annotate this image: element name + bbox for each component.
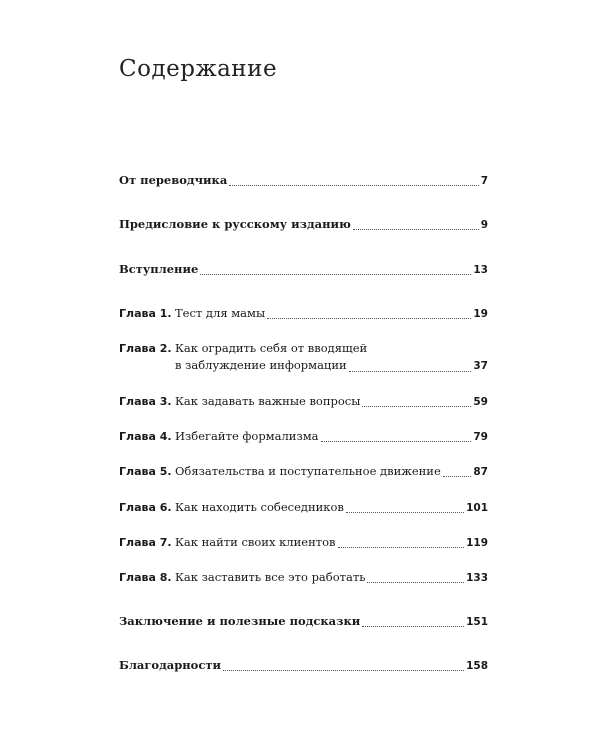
toc-page-number: 151 [466, 616, 488, 628]
toc-page-number: 37 [473, 360, 488, 372]
toc-page-number: 19 [473, 308, 488, 320]
chapter-number: Глава 8. [119, 571, 172, 584]
dot-leader [362, 625, 464, 627]
chapter-number: Глава 3. [119, 395, 172, 408]
dot-leader [223, 669, 464, 671]
toc-entry-intro[interactable] [119, 262, 488, 278]
chapter-title: Как найти своих клиентов [175, 535, 336, 549]
toc-entry-chapter-6[interactable] [119, 500, 488, 516]
toc-entry-label: Предисловие к русскому изданию [119, 217, 351, 231]
dot-leader [443, 475, 472, 477]
chapter-number: Глава 2. [119, 342, 172, 355]
chapter-number: Глава 1. [119, 307, 172, 320]
page-title: Содержание [119, 56, 278, 82]
chapter-title-line-1: Как оградить себя от вводящей [175, 341, 368, 355]
chapter-number: Глава 6. [119, 501, 172, 514]
toc-entry-chapter-3[interactable] [119, 394, 488, 410]
toc-entry-label: Заключение и полезные подсказки [119, 614, 361, 628]
toc-page-number: 13 [473, 264, 488, 276]
dot-leader [353, 228, 479, 230]
chapter-number: Глава 7. [119, 536, 172, 549]
toc-page-number: 133 [466, 572, 488, 584]
dot-leader [346, 511, 464, 513]
dot-leader [367, 581, 464, 583]
toc-entry-translator[interactable] [119, 173, 488, 189]
chapter-number: Глава 5. [119, 465, 172, 478]
toc-page-number: 101 [466, 502, 488, 514]
toc-entry-label: От переводчика [119, 173, 228, 187]
dot-leader [321, 440, 472, 442]
toc-page-number: 87 [473, 466, 488, 478]
toc-entry-chapter-5[interactable] [119, 464, 488, 480]
chapter-title: Обязательства и поступательное движение [175, 464, 441, 478]
dot-leader [229, 184, 478, 186]
chapter-title: Как находить собеседников [175, 500, 344, 514]
toc-page-number: 79 [473, 431, 488, 443]
toc-entry-preface[interactable] [119, 217, 488, 233]
chapter-title: Тест для мамы [175, 306, 266, 320]
toc-entry-chapter-7[interactable] [119, 535, 488, 551]
chapter-title-line-2: в заблуждение информации [175, 358, 347, 372]
toc-entry-chapter-8[interactable] [119, 570, 488, 586]
toc-entry-label: Вступление [119, 262, 199, 276]
dot-leader [349, 370, 472, 372]
dot-leader [200, 273, 471, 275]
toc-page-number: 119 [466, 537, 488, 549]
toc-page-number: 7 [480, 175, 488, 187]
toc-entry-chapter-1[interactable] [119, 306, 488, 322]
toc-page-number: 158 [466, 660, 488, 672]
toc-entry-conclusion[interactable] [119, 614, 488, 630]
toc-entry-thanks[interactable] [119, 658, 488, 674]
dot-leader [362, 405, 471, 407]
chapter-title: Избегайте формализма [175, 429, 319, 443]
toc-entry-label: Благодарности [119, 658, 222, 672]
chapter-title: Как заставить все это работать [175, 570, 366, 584]
toc-entry-chapter-4[interactable] [119, 429, 488, 445]
toc-page-number: 59 [473, 396, 488, 408]
chapter-title: Как задавать важные вопросы [175, 394, 361, 408]
dot-leader [267, 317, 471, 319]
dot-leader [338, 546, 465, 548]
toc-entry-chapter-2[interactable] [119, 340, 488, 375]
toc-page-number: 9 [480, 219, 488, 231]
chapter-number: Глава 4. [119, 430, 172, 443]
